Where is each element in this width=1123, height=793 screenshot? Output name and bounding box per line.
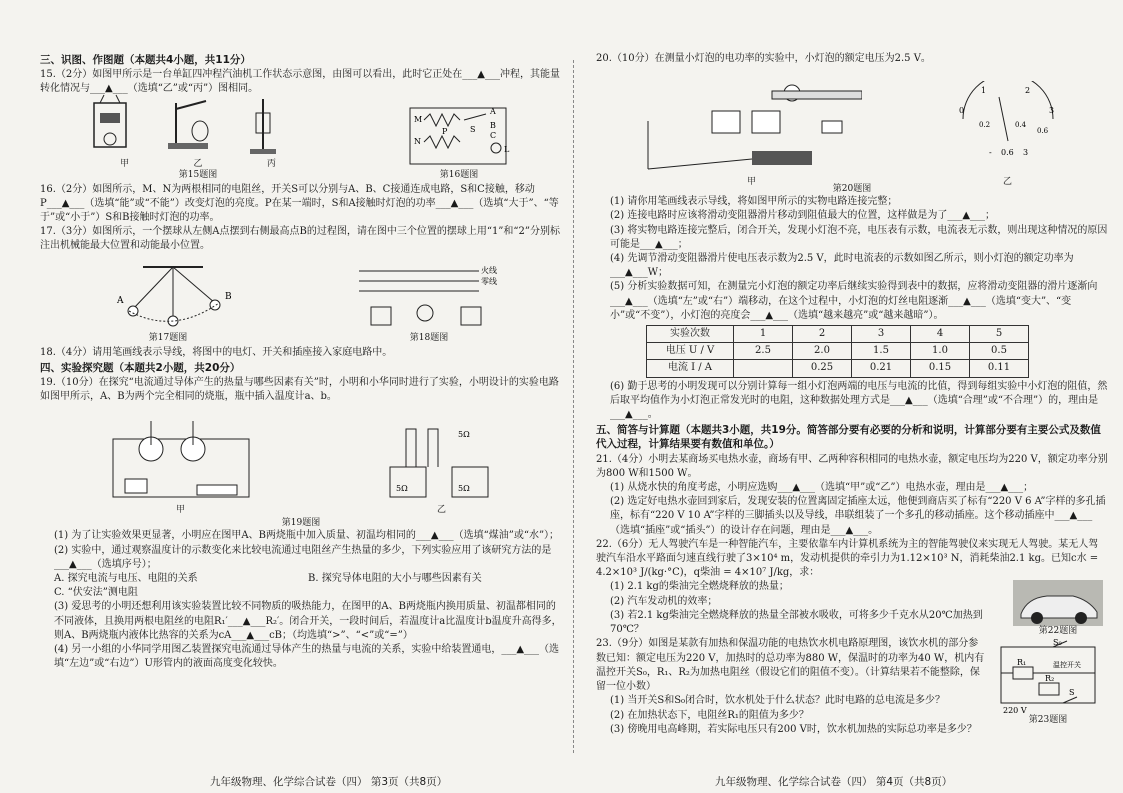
- fig20-caption: 第20题图: [832, 184, 872, 195]
- question-16: 16.（2分）如图所示，M、N为两根相同的电阻丝，开关S可以分别与A、B、C接通连成电路，S和C接触，移动P___▲___（选填“能”或“不能”）改变灯泡的亮度。P在某一端时，S和A接触时灯泡的功率___▲___（选填“大于”、“等于”或“小于”）S和B接触时灯泡的功率。: [40, 183, 559, 224]
- tick-0: 0: [958, 106, 964, 116]
- question-22-body: [596, 580, 1108, 637]
- question-23-text: [596, 637, 988, 736]
- ammeter-dial: [953, 81, 1063, 177]
- res-left-label: 5Ω: [395, 484, 408, 494]
- tick-2: 2: [1024, 86, 1030, 96]
- question-21-1: (1) 从烧水快的角度考虑，小明应选购___▲___（选填“甲”或“乙”）电热水壶，理由是___▲___；: [610, 482, 1034, 494]
- table-cell: 1.5: [852, 343, 911, 360]
- fig15-label-c: 丙: [266, 158, 276, 169]
- option-B: B. 探究导体电阻的大小与哪些因素有关: [308, 573, 482, 585]
- section-3-heading: 三、识图、作图题（本题共4小题，共11分）: [40, 54, 251, 66]
- engine-figures: [88, 93, 308, 159]
- question-19-2-options: [40, 572, 562, 586]
- flask-circuit: [101, 419, 261, 505]
- figure-23: [988, 637, 1108, 736]
- question-22: 22.（6分）无人驾驶汽车是一种智能汽车，主要依靠车内计算机系统为主的智能驾驶仪来实现无人驾驶。某无人驾驶汽车沿水平路面匀速直线行驶了3×10⁴ m，发动机提供的牵引力为1.12×10³ N，消耗柴油2.1 kg。已知c水 = 4.2×10³ J/(kg·°C)，q柴油 = 4×10⁷ J/kg，求：: [596, 538, 1099, 579]
- question-22-2: (2) 汽车发动机的效率；: [610, 595, 718, 607]
- u-tube-setup: [382, 419, 502, 505]
- fig22-caption: 第22题图: [1038, 626, 1078, 637]
- figure-row-15-16: [40, 99, 562, 181]
- label-r1: R₁: [1017, 658, 1027, 668]
- figure-20-jia: [642, 81, 862, 188]
- fig15-label-b: 乙: [193, 158, 203, 169]
- question-20-3: (3) 将实物电路连接完整后，闭合开关，发现小灯泡不亮，电压表有示数，电流表无示数，则出现这种情况的原因可能是___▲___；: [610, 224, 1108, 250]
- label-C: C: [490, 130, 497, 140]
- figure-19-jia: [101, 419, 261, 516]
- question-20: 20.（10分）在测量小灯泡的电功率的实验中，小灯泡的额定电压为2.5 V。: [596, 53, 931, 64]
- experiment-table: [646, 325, 1029, 378]
- table-cell: 2.5: [734, 343, 793, 360]
- table-cell: 2: [793, 326, 852, 343]
- label-s: S: [1069, 688, 1075, 698]
- question-17: 17.（3分）如图所示，一个摆球从左侧A点摆到右侧最高点B的过程图，请在图中三个位置的摆球上用“1”和“2”分别标注出机械能最大位置和动能最小位置。: [40, 226, 561, 252]
- figure-20-yi: [953, 81, 1063, 188]
- terminal-0-6: 0.6: [1000, 148, 1014, 158]
- fig19-label-b: 乙: [436, 505, 446, 516]
- fig16-caption: 第16题图: [439, 169, 479, 180]
- table-cell: 0.11: [970, 360, 1029, 377]
- question-23-body: [596, 637, 1108, 736]
- label-N: N: [414, 136, 421, 146]
- question-18: 18.（4分）请用笔画线表示导线，将图中的电灯、开关和插座接入家庭电路中。: [40, 346, 393, 358]
- page-4: [596, 52, 1108, 793]
- label-M: M: [414, 114, 423, 124]
- question-21-2: (2) 选定好电热水壶回到家后，发现安装的位置离固定插座太远，他便到商店买了标有“220 V 6 A”字样的多孔插座，标有“220 V 10 A”字样的三脚插头以及导线，串联组装了一个多孔的移动插座。这个移动插座中___▲___（选填“插座”或“插头”）的设计存在问题，理由是___▲___。: [610, 496, 1106, 536]
- table-cell: [734, 360, 793, 377]
- question-19: 19.（10分）在探究“电流通过导体产生的热量与哪些因素有关”时，小明和小华同时进行了实验，小明设计的实验电路如图甲所示，A、B为两个完全相同的烧瓶，瓶中插入温度计a、b。: [40, 377, 559, 403]
- fig18-caption: 第18题图: [409, 332, 449, 343]
- household-circuit: [349, 263, 509, 333]
- column-separator: [573, 60, 574, 753]
- terminal-3: 3: [1022, 148, 1028, 158]
- water-dispenser-circuit: [993, 637, 1103, 715]
- table-cell: 2.0: [793, 343, 852, 360]
- table-cell: 3: [852, 326, 911, 343]
- figure-22: [1008, 580, 1108, 637]
- question-23-2: (2) 在加热状态下，电阻丝R₁的阻值为多少？: [610, 709, 809, 721]
- question-19-3: (3) 爱思考的小明还想利用该实验装置比较不同物质的吸热能力，在图甲的A、B两烧瓶内换用质量、初温都相同的不同液体，且换用两根电阻丝的电阻R₁′___▲___R₂′。闭合开关，一段时间后，若温度计a比温度计b温度升高得多，则A、B两烧瓶内液体比热容的关系为cA___▲___cB；（均选填“>”、“<”或“=”）: [54, 601, 562, 641]
- table-cell: 电压 U / V: [647, 343, 734, 360]
- figure-20: [596, 68, 1108, 188]
- label-A: A: [117, 295, 124, 306]
- table-cell: 1.0: [911, 343, 970, 360]
- pendulum-figure: [93, 263, 243, 333]
- option-A: A. 探究电流与电压、电阻的关系: [54, 573, 198, 585]
- tick-1: 1: [980, 86, 986, 96]
- live-wire-label: 火线: [481, 265, 497, 275]
- res-right-label: 5Ω: [457, 484, 470, 494]
- table-cell: 实验次数: [647, 326, 734, 343]
- fig20-label-a: 甲: [746, 177, 756, 188]
- label-B: B: [490, 120, 496, 130]
- table-cell: 0.21: [852, 360, 911, 377]
- label-P: P: [442, 126, 448, 136]
- subtick-0-4: 0.4: [1014, 121, 1026, 130]
- fig19-caption: 第19题图: [281, 518, 321, 529]
- question-22-3: (3) 若2.1 kg柴油完全燃烧释放的热量全部被水吸收，可将多少千克水从20℃加热到70℃？: [610, 609, 983, 636]
- label-B: B: [225, 291, 232, 302]
- resistor-circuit: [404, 102, 514, 170]
- fig15-label-a: 甲: [120, 158, 130, 169]
- table-cell: 5: [970, 326, 1029, 343]
- label-S: S: [470, 124, 476, 134]
- figure-row-17-18: [40, 256, 562, 344]
- question-20-4: (4) 先调节滑动变阻器滑片使电压表示数为2.5 V，此时电流表的示数如图乙所示，则小灯泡的额定功率为___▲___W；: [610, 253, 1074, 279]
- neutral-wire-label: 零线: [481, 276, 497, 286]
- figure-17: [93, 263, 243, 344]
- driverless-car-photo: [1013, 580, 1103, 626]
- table-cell: 1: [734, 326, 793, 343]
- table-cell: 0.5: [970, 343, 1029, 360]
- section-4-heading: 四、实验探究题（本题共2小题，共20分）: [40, 361, 241, 374]
- question-20-5: (5) 分析实验数据可知，在测量完小灯泡的额定功率后继续实验得到表中的数据，应将滑动变阻器的滑片逐渐向___▲___（选填“左”或“右”）端移动，在这个过程中，小灯泡的灯丝电阻逐渐___▲___（选填“变大”、“变小”或“不变”），小灯泡的亮度会___▲___（选填“越来越亮”或“越来越暗”）。: [610, 281, 1098, 321]
- fig15-caption: 第15题图: [178, 169, 218, 180]
- table-row: [647, 343, 1029, 360]
- table-cell: 4: [911, 326, 970, 343]
- footer-page-3: 九年级物理、化学综合试卷（四） 第3页（共8页）: [210, 776, 448, 788]
- question-20-2: (2) 连接电路时应该将滑动变阻器滑片移动到阻值最大的位置，这样做是为了___▲___；: [610, 210, 996, 222]
- footer-page-4: 九年级物理、化学综合试卷（四） 第4页（共8页）: [715, 776, 953, 788]
- question-23-1: (1) 当开关S和S₀闭合时，饮水机处于什么状态？此时电路的总电流是多少？: [610, 695, 946, 707]
- fig17-caption: 第17题图: [148, 332, 188, 343]
- figure-19: [40, 406, 562, 516]
- option-C: C. “伏安法”测电阻: [54, 587, 138, 599]
- question-23: 23.（9分）如图是某款有加热和保温功能的电热饮水机电路原理图，该饮水机的部分参数已知：额定电压为220 V，加热时的总功率为880 W，保温时的功率为40 W，机内有温控开关S₀，R₁、R₂为加热电阻丝（假设它们的阻值不变）。（计算结果若不能整除，保留一位小数）: [596, 638, 985, 693]
- figure-15: [88, 93, 308, 181]
- label-L: L: [504, 144, 510, 154]
- label-A: A: [490, 106, 496, 116]
- question-19-1: (1) 为了让实验效果更显著，小明应在图甲A、B两烧瓶中加入质量、初温均相同的___▲___（选填“煤油”或“水”）；: [54, 530, 560, 542]
- tick-3: 3: [1048, 106, 1054, 116]
- label-voltage: 220 V: [1003, 706, 1027, 716]
- section-5-heading: 五、简答与计算题（本题共3小题，共19分。简答部分要有必要的分析和说明，计算部分要有主要公式及数值代入过程，计算结果要有数值和单位。）: [596, 424, 1101, 451]
- table-cell: 电流 I / A: [647, 360, 734, 377]
- table-cell: 0.25: [793, 360, 852, 377]
- page-3: [40, 52, 562, 793]
- table-cell: 0.15: [911, 360, 970, 377]
- label-thermostat: 温控开关: [1053, 661, 1081, 670]
- question-19-2: (2) 实验中，通过观察温度计的示数变化来比较电流通过电阻丝产生热量的多少，下列实验应用了该研究方法的是___▲___（选填序号）；: [54, 544, 552, 570]
- question-19-4: (4) 另一小组的小华同学用图乙装置探究电流通过导体产生的热量与电流的关系，实验中给装置通电，___▲___（选填“左边”或“右边”）U形管内的液面高度变化较快。: [54, 644, 560, 670]
- label-s0: S₀: [1053, 638, 1062, 648]
- question-20-6: (6) 勤于思考的小明发现可以分别计算每一组小灯泡两端的电压与电流的比值，得到每组实验中小灯泡的阻值，然后取平均值作为小灯泡正常发光时的电阻，这种数据处理方式是___▲___（选填“合理”或“不合理”）的，理由是___▲___。: [610, 380, 1108, 421]
- label-r2: R₂: [1045, 674, 1055, 684]
- question-22-parts: [596, 580, 1008, 637]
- question-15: 15.（2分）如图甲所示是一台单缸四冲程汽油机工作状态示意图，由图可以看出，此时它正处在___▲___冲程，其能量转化情况与___▲___（选填“乙”或“丙”）图相同。: [40, 69, 560, 95]
- figure-19-yi: [382, 419, 502, 516]
- question-21: 21.（4分）小明去某商场买电热水壶，商场有甲、乙两种容积相同的电热水壶，额定电压均为220 V，额定功率分别为800 W和1500 W。: [596, 453, 1108, 479]
- fig19-label-a: 甲: [175, 505, 185, 516]
- terminal-minus: -: [988, 148, 992, 158]
- figure-16: [404, 102, 514, 181]
- table-header-row: [647, 326, 1029, 343]
- subtick-0-6: 0.6: [1036, 127, 1048, 136]
- fig20-label-b: 乙: [1002, 177, 1012, 188]
- table-row: [647, 360, 1029, 377]
- figure-18: [349, 263, 509, 344]
- question-23-3: (3) 傍晚用电高峰期，若实际电压只有200 V时，饮水机加热的实际总功率是多少？: [610, 723, 977, 735]
- lamp-circuit: [642, 81, 862, 177]
- res-top-label: 5Ω: [457, 430, 470, 440]
- fig23-caption: 第23题图: [1028, 715, 1068, 726]
- question-20-1: (1) 请你用笔画线表示导线，将如图甲所示的实物电路连接完整；: [610, 196, 898, 208]
- subtick-0-2: 0.2: [978, 121, 990, 130]
- question-22-1: (1) 2.1 kg的柴油完全燃烧释放的热量；: [610, 581, 789, 593]
